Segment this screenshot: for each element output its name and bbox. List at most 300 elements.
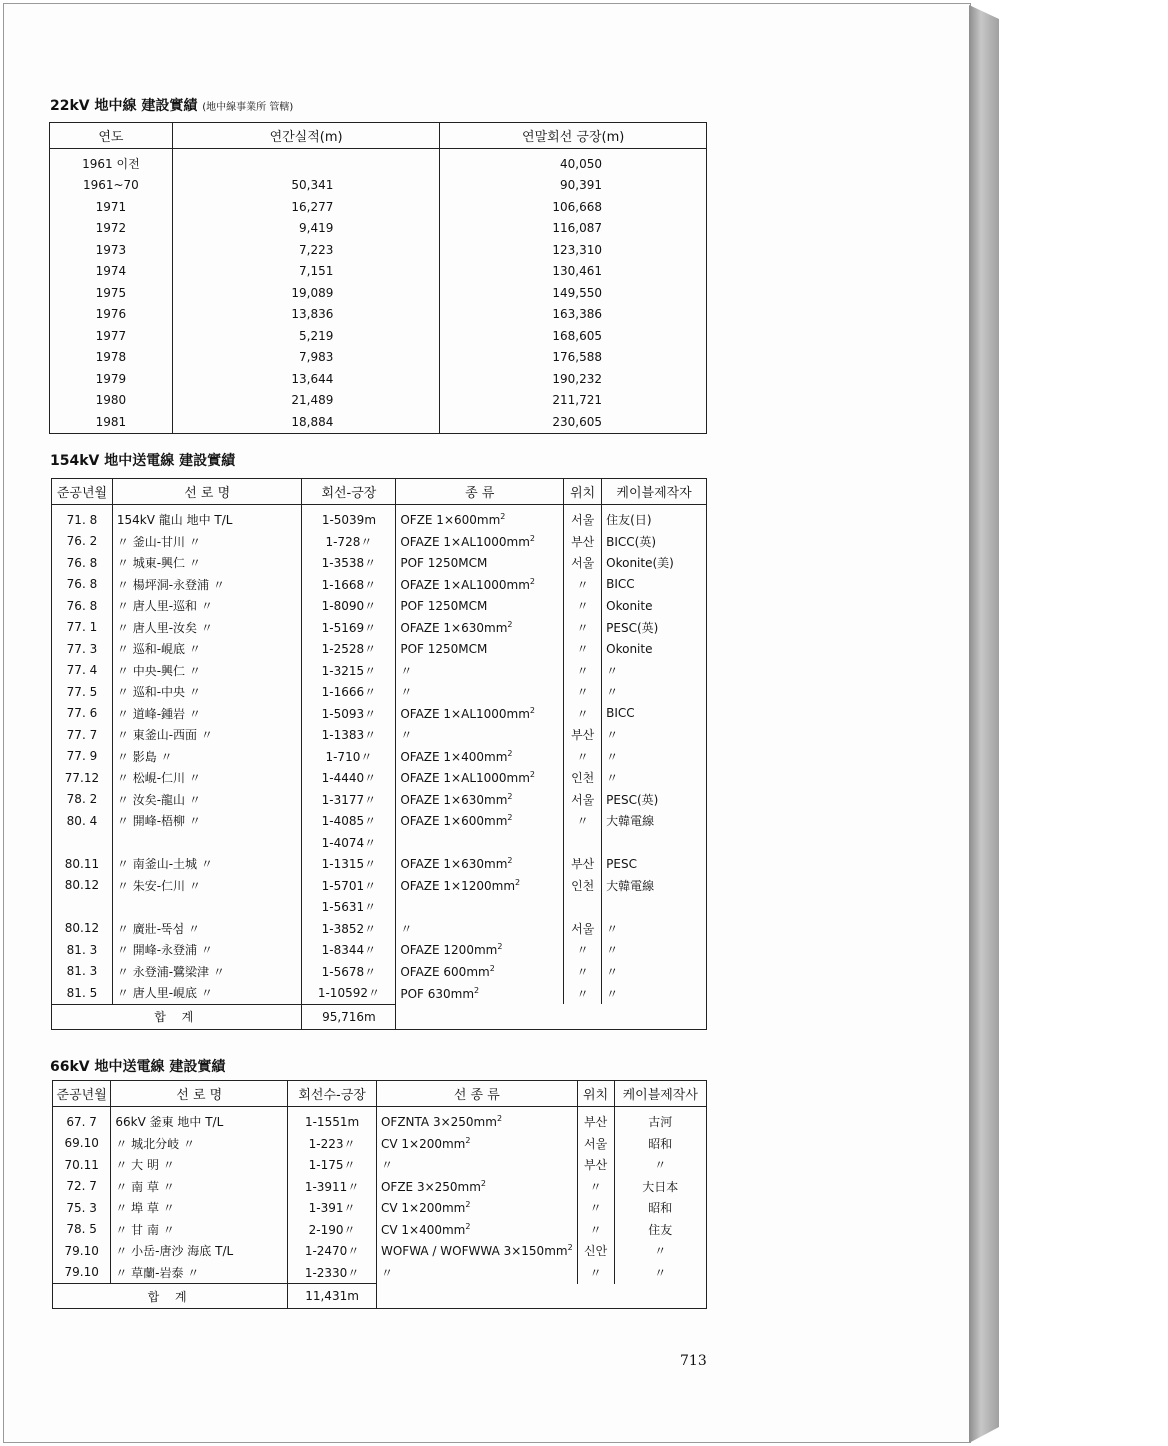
- t154-maker: Okonite(美): [602, 552, 707, 574]
- t154-maker: 〃: [602, 918, 707, 940]
- t154-location: 〃: [564, 961, 602, 983]
- t154-type: OFAZE $1\times 630mm^2$: [396, 617, 564, 639]
- t154-maker: 住友(日): [602, 505, 707, 531]
- t66-total-label: 합 계: [53, 1284, 288, 1309]
- t154-date: 80. 4: [52, 810, 113, 832]
- table-row: [53, 1107, 707, 1133]
- t66-type: CV $1\times 200mm^2$: [376, 1197, 577, 1219]
- t154-line-name: [112, 832, 302, 854]
- table-row: [52, 939, 707, 961]
- table-row: [50, 304, 707, 326]
- t154-date: 77.12: [52, 767, 113, 789]
- t154-location: 〃: [564, 681, 602, 703]
- t154-type: 〃: [396, 918, 564, 940]
- t22-cumulative: 123,310: [552, 242, 602, 257]
- t154-type: OFAZE $1\times AL1000mm^2$: [396, 767, 564, 789]
- t154-length: 1-1666〃: [302, 681, 396, 703]
- t66-header: 선 로 명: [111, 1081, 288, 1107]
- t22-annual: 7,223: [172, 239, 440, 261]
- t154-type: OFAZE $1\times AL1000mm^2$: [396, 703, 564, 725]
- t66-length: 1-391〃: [288, 1197, 377, 1219]
- t22-cumulative: 40,050: [560, 156, 602, 171]
- t154-line-name: 〃 開峰-永登浦 〃: [112, 939, 302, 961]
- t22-annual: 7,983: [172, 347, 440, 369]
- t154-header: 선 로 명: [112, 479, 302, 505]
- t154-total-label: 합 계: [52, 1004, 302, 1029]
- t66-type: WOFWA / WOFWWA $3\times 150mm^2$: [376, 1240, 577, 1262]
- t66-title: 66kV 地中送電線 建設實績: [50, 1059, 226, 1075]
- t66-date: 79.10: [53, 1262, 111, 1284]
- table-row: [52, 617, 707, 639]
- t66-type: CV $1\times 200mm^2$: [376, 1133, 577, 1155]
- t154-length: 1-3852〃: [302, 918, 396, 940]
- t66-type: OFZE $3\times 250mm^2$: [376, 1176, 577, 1198]
- t154-line-name: [112, 896, 302, 918]
- t154-location: 부산: [564, 853, 602, 875]
- t66-header: 회선수-긍장: [288, 1081, 377, 1107]
- t66-line-name: 〃 埠 草 〃: [111, 1197, 288, 1219]
- t154-type: 〃: [396, 681, 564, 703]
- t154-location: 〃: [564, 939, 602, 961]
- t154-location: 인천: [564, 767, 602, 789]
- t22-cumulative: 106,668: [552, 199, 602, 214]
- t154-header: 준공년월: [52, 479, 113, 505]
- t154-date: 80.12: [52, 918, 113, 940]
- t154-location: 부산: [564, 724, 602, 746]
- t154-type: OFAZE $1\times 630mm^2$: [396, 789, 564, 811]
- t154-maker: Okonite: [602, 638, 707, 660]
- table-row: [52, 505, 707, 531]
- empty-cell: [376, 1284, 706, 1309]
- t154-length: 1-3538〃: [302, 552, 396, 574]
- t22-cumulative: 163,386: [552, 307, 602, 322]
- t66-location: 〃: [577, 1197, 614, 1219]
- t154-length: 1-5169〃: [302, 617, 396, 639]
- t66-header: 준공년월: [53, 1081, 111, 1107]
- t154-type: OFAZE $1\times 400mm^2$: [396, 746, 564, 768]
- t154-length: 1-5701〃: [302, 875, 396, 897]
- table-row: [53, 1133, 707, 1155]
- table-row: [52, 703, 707, 725]
- table-row: [52, 660, 707, 682]
- table-row: [53, 1240, 707, 1262]
- t22-cumulative: 149,550: [552, 285, 602, 300]
- t154-location: 인천: [564, 875, 602, 897]
- t66-date: 70.11: [53, 1154, 111, 1176]
- t154-line-name: 〃 巡和-中央 〃: [112, 681, 302, 703]
- t154-date: 77. 7: [52, 724, 113, 746]
- t154-maker: [602, 832, 707, 854]
- t154-location: 서울: [564, 505, 602, 531]
- t154-maker: 〃: [602, 767, 707, 789]
- t154-type: OFAZE $1\times 1200mm^2$: [396, 875, 564, 897]
- t22-cumulative: 130,461: [552, 264, 602, 279]
- t154-date: 81. 5: [52, 982, 113, 1004]
- table-row: [52, 746, 707, 768]
- t154-length: 1-5039m: [302, 505, 396, 531]
- t66-length: 1-175〃: [288, 1154, 377, 1176]
- t154-location: 〃: [564, 595, 602, 617]
- t66-total-value: 11,431m: [288, 1284, 377, 1309]
- t154-location: 〃: [564, 703, 602, 725]
- t66-length: 1-2330〃: [288, 1262, 377, 1284]
- t154-line-name: 〃 巡和-峴底 〃: [112, 638, 302, 660]
- t66-type: CV $1\times 400mm^2$: [376, 1219, 577, 1241]
- t154-line-name: 〃 永登浦-鷺梁津 〃: [112, 961, 302, 983]
- t154-length: 1-710〃: [302, 746, 396, 768]
- t66-length: 1-3911〃: [288, 1176, 377, 1198]
- t22-year: 1981: [50, 411, 173, 433]
- t22-annual: 13,644: [172, 368, 440, 390]
- t66-line-name: 〃 南 草 〃: [111, 1176, 288, 1198]
- t154-length: 1-728〃: [302, 531, 396, 553]
- page-number: 713: [680, 1353, 707, 1369]
- t22-annual: 16,277: [172, 196, 440, 218]
- t66-type: 〃: [376, 1154, 577, 1176]
- t154-date: 71. 8: [52, 505, 113, 531]
- t154-maker: 〃: [602, 660, 707, 682]
- t154-date: [52, 832, 113, 854]
- t154-header: 종 류: [396, 479, 564, 505]
- table-row: [52, 853, 707, 875]
- t66-line-name: 〃 甘 南 〃: [111, 1219, 288, 1241]
- t154-length: 1-10592〃: [302, 982, 396, 1004]
- t154-type: OFAZE $1200mm^2$: [396, 939, 564, 961]
- t66-maker: 〃: [614, 1154, 706, 1176]
- table-row: [52, 832, 707, 854]
- t154-maker: PESC(英): [602, 617, 707, 639]
- t154-title: 154kV 地中送電線 建設實績: [50, 453, 236, 469]
- t22-annual: 9,419: [172, 218, 440, 240]
- t66-length: 2-190〃: [288, 1219, 377, 1241]
- t154-location: 부산: [564, 531, 602, 553]
- table-row: [50, 390, 707, 412]
- t154-type: [396, 896, 564, 918]
- table-row: [53, 1154, 707, 1176]
- table-row: [50, 196, 707, 218]
- t154-line-name: 〃 廣壯-뚝섬 〃: [112, 918, 302, 940]
- t154-length: 1-4440〃: [302, 767, 396, 789]
- t22-year: 1975: [50, 282, 173, 304]
- t154-location: 〃: [564, 810, 602, 832]
- t154-date: 76. 8: [52, 574, 113, 596]
- t154-maker: 〃: [602, 961, 707, 983]
- t22-cumulative: 230,605: [552, 414, 602, 429]
- t154-date: [52, 896, 113, 918]
- t22-annual: 18,884: [172, 411, 440, 433]
- t154-type: OFAZE $1\times AL1000mm^2$: [396, 531, 564, 553]
- t154-line-name: 〃 南釜山-土城 〃: [112, 853, 302, 875]
- table-row: [50, 261, 707, 283]
- t66-location: 부산: [577, 1154, 614, 1176]
- t22-year: 1979: [50, 368, 173, 390]
- t154-location: [564, 896, 602, 918]
- t154-type: POF $630mm^2$: [396, 982, 564, 1004]
- t66-maker: 古河: [614, 1107, 706, 1133]
- t22-header: 연도: [50, 123, 173, 149]
- t154-date: 77. 3: [52, 638, 113, 660]
- t154-length: 1-8344〃: [302, 939, 396, 961]
- t154-line-name: 〃 影島 〃: [112, 746, 302, 768]
- t66-length: 1-223〃: [288, 1133, 377, 1155]
- t66-type: OFZNTA $3\times 250mm^2$: [376, 1107, 577, 1133]
- t154-location: 서울: [564, 789, 602, 811]
- t22-year: 1972: [50, 218, 173, 240]
- t66-header: 케이블제작사: [614, 1081, 706, 1107]
- t154-date: 76. 8: [52, 552, 113, 574]
- t66-table: [52, 1080, 707, 1309]
- t154-header: 위치: [564, 479, 602, 505]
- t154-line-name: 〃 松峴-仁川 〃: [112, 767, 302, 789]
- t66-maker: 〃: [614, 1262, 706, 1284]
- t154-location: [564, 832, 602, 854]
- t22-year: 1977: [50, 325, 173, 347]
- t154-location: 〃: [564, 982, 602, 1004]
- t154-header: 회선-긍장: [302, 479, 396, 505]
- t154-type: 〃: [396, 660, 564, 682]
- t22-year: 1978: [50, 347, 173, 369]
- t154-length: 1-3177〃: [302, 789, 396, 811]
- t66-date: 67. 7: [53, 1107, 111, 1133]
- t154-maker: 大韓電線: [602, 875, 707, 897]
- t22-header: 연간실적(m): [172, 123, 440, 149]
- t66-maker: 昭和: [614, 1197, 706, 1219]
- t154-length: 1-1668〃: [302, 574, 396, 596]
- t154-maker: BICC: [602, 574, 707, 596]
- t154-line-name: 〃 唐人里-峴底 〃: [112, 982, 302, 1004]
- t66-date: 79.10: [53, 1240, 111, 1262]
- table-row: [50, 411, 707, 433]
- table-row: [53, 1176, 707, 1198]
- t154-line-name: 〃 汝矣-龍山 〃: [112, 789, 302, 811]
- t154-type: OFAZE $1\times 630mm^2$: [396, 853, 564, 875]
- t154-date: 77. 4: [52, 660, 113, 682]
- t22-annual: 5,219: [172, 325, 440, 347]
- t154-location: 서울: [564, 918, 602, 940]
- t66-date: 75. 3: [53, 1197, 111, 1219]
- t154-length: 1-4074〃: [302, 832, 396, 854]
- t154-type: OFAZE $1\times AL1000mm^2$: [396, 574, 564, 596]
- t154-date: 77. 9: [52, 746, 113, 768]
- t154-maker: 大韓電線: [602, 810, 707, 832]
- t154-length: 1-8090〃: [302, 595, 396, 617]
- t154-line-name: 〃 城東-興仁 〃: [112, 552, 302, 574]
- empty-cell: [396, 1004, 707, 1029]
- t154-length: 1-1315〃: [302, 853, 396, 875]
- table-row: [50, 218, 707, 240]
- t154-line-name: 〃 唐人里-巡和 〃: [112, 595, 302, 617]
- t154-date: 77. 6: [52, 703, 113, 725]
- total-row: [53, 1284, 707, 1309]
- t22-year: 1976: [50, 304, 173, 326]
- t154-line-name: 154kV 龍山 地中 T/L: [112, 505, 302, 531]
- t22-table: [49, 122, 707, 434]
- t66-location: 〃: [577, 1219, 614, 1241]
- t66-header: 선 종 류: [376, 1081, 577, 1107]
- t154-maker: BICC: [602, 703, 707, 725]
- t66-length: 1-2470〃: [288, 1240, 377, 1262]
- table-row: [52, 531, 707, 553]
- t154-date: 81. 3: [52, 939, 113, 961]
- t154-line-name: 〃 中央-興仁 〃: [112, 660, 302, 682]
- t154-total-value: 95,716m: [302, 1004, 396, 1029]
- t154-type: [396, 832, 564, 854]
- t154-date: 80.11: [52, 853, 113, 875]
- table-row: [52, 595, 707, 617]
- t22-year: 1973: [50, 239, 173, 261]
- t154-length: 1-2528〃: [302, 638, 396, 660]
- t154-date: 77. 1: [52, 617, 113, 639]
- t22-annual: 21,489: [172, 390, 440, 412]
- t66-maker: 住友: [614, 1219, 706, 1241]
- t22-year: 1961~70: [50, 175, 173, 197]
- t66-date: 72. 7: [53, 1176, 111, 1198]
- table-row: [50, 175, 707, 197]
- t66-location: 부산: [577, 1107, 614, 1133]
- t154-date: 81. 3: [52, 961, 113, 983]
- t154-location: 〃: [564, 617, 602, 639]
- table-row: [52, 896, 707, 918]
- t22-annual: 13,836: [172, 304, 440, 326]
- t66-location: 〃: [577, 1262, 614, 1284]
- table-row: [52, 681, 707, 703]
- t154-line-name: 〃 道峰-鍾岩 〃: [112, 703, 302, 725]
- t154-length: 1-4085〃: [302, 810, 396, 832]
- t154-table: [51, 478, 707, 1030]
- table-row: [52, 724, 707, 746]
- t154-maker: 〃: [602, 746, 707, 768]
- t22-cumulative: 116,087: [552, 221, 602, 236]
- t66-line-name: 〃 大 明 〃: [111, 1154, 288, 1176]
- t154-type: OFZE $1\times 600mm^2$: [396, 505, 564, 531]
- t154-maker: 〃: [602, 724, 707, 746]
- t154-type: POF 1250MCM: [396, 595, 564, 617]
- t154-line-name: 〃 唐人里-汝矣 〃: [112, 617, 302, 639]
- table-row: [50, 368, 707, 390]
- t154-maker: PESC: [602, 853, 707, 875]
- t154-date: 76. 8: [52, 595, 113, 617]
- table-row: [52, 918, 707, 940]
- t66-location: 신안: [577, 1240, 614, 1262]
- t66-date: 69.10: [53, 1133, 111, 1155]
- t154-type: POF 1250MCM: [396, 552, 564, 574]
- t154-maker: PESC(英): [602, 789, 707, 811]
- table-row: [52, 638, 707, 660]
- t66-line-name: 〃 小岳-唐沙 海底 T/L: [111, 1240, 288, 1262]
- t22-year: 1980: [50, 390, 173, 412]
- total-row: [52, 1004, 707, 1029]
- t66-line-name: 〃 草蘭-岩泰 〃: [111, 1262, 288, 1284]
- table-row: [52, 789, 707, 811]
- t66-type: 〃: [376, 1262, 577, 1284]
- t154-location: 〃: [564, 638, 602, 660]
- t154-date: 76. 2: [52, 531, 113, 553]
- table-row: [50, 239, 707, 261]
- t154-maker: Okonite: [602, 595, 707, 617]
- t22-cumulative: 168,605: [552, 328, 602, 343]
- table-row: [50, 347, 707, 369]
- table-row: [52, 767, 707, 789]
- t22-cumulative: 190,232: [552, 371, 602, 386]
- t66-maker: 大日本: [614, 1176, 706, 1198]
- table-row: [52, 552, 707, 574]
- t154-line-name: 〃 東釜山-西面 〃: [112, 724, 302, 746]
- t66-location: 서울: [577, 1133, 614, 1155]
- t22-annual: 7,151: [172, 261, 440, 283]
- t66-maker: 昭和: [614, 1133, 706, 1155]
- table-row: [53, 1197, 707, 1219]
- table-row: [50, 325, 707, 347]
- t154-location: 서울: [564, 552, 602, 574]
- t154-header: 케이블제작자: [602, 479, 707, 505]
- t154-length: 1-1383〃: [302, 724, 396, 746]
- t154-length: 1-5631〃: [302, 896, 396, 918]
- t66-location: 〃: [577, 1176, 614, 1198]
- t22-cumulative: 211,721: [552, 393, 602, 408]
- t22-year: 1961 이전: [50, 149, 173, 175]
- t154-maker: [602, 896, 707, 918]
- page-edge: [969, 5, 999, 1443]
- t154-location: 〃: [564, 660, 602, 682]
- t154-line-name: 〃 開峰-梧柳 〃: [112, 810, 302, 832]
- t22-cumulative: 176,588: [552, 350, 602, 365]
- t154-date: 80.12: [52, 875, 113, 897]
- t154-line-name: 〃 楊坪洞-永登浦 〃: [112, 574, 302, 596]
- t22-annual: 50,341: [172, 175, 440, 197]
- t154-line-name: 〃 釜山-甘川 〃: [112, 531, 302, 553]
- table-row: [52, 875, 707, 897]
- t154-date: 78. 2: [52, 789, 113, 811]
- table-row: [50, 282, 707, 304]
- table-row: [52, 810, 707, 832]
- t154-maker: BICC(英): [602, 531, 707, 553]
- t66-line-name: 66kV 釜東 地中 T/L: [111, 1107, 288, 1133]
- t66-maker: 〃: [614, 1240, 706, 1262]
- t154-type: 〃: [396, 724, 564, 746]
- table-row: [52, 574, 707, 596]
- t66-length: 1-1551m: [288, 1107, 377, 1133]
- t66-date: 78. 5: [53, 1219, 111, 1241]
- t154-location: 〃: [564, 746, 602, 768]
- table-row: [50, 149, 707, 175]
- t22-year: 1971: [50, 196, 173, 218]
- t22-year: 1974: [50, 261, 173, 283]
- t22-annual: [172, 149, 440, 175]
- t154-type: OFAZE $600mm^2$: [396, 961, 564, 983]
- t154-length: 1-5093〃: [302, 703, 396, 725]
- table-row: [53, 1219, 707, 1241]
- t22-header: 연말회선 긍장(m): [440, 123, 707, 149]
- t154-maker: 〃: [602, 939, 707, 961]
- table-row: [53, 1262, 707, 1284]
- table-row: [52, 982, 707, 1004]
- t154-maker: 〃: [602, 982, 707, 1004]
- t154-date: 77. 5: [52, 681, 113, 703]
- t154-length: 1-5678〃: [302, 961, 396, 983]
- t154-line-name: 〃 朱安-仁川 〃: [112, 875, 302, 897]
- t22-annual: 19,089: [172, 282, 440, 304]
- t154-type: POF 1250MCM: [396, 638, 564, 660]
- t66-line-name: 〃 城北分岐 〃: [111, 1133, 288, 1155]
- table-row: [52, 961, 707, 983]
- t154-maker: 〃: [602, 681, 707, 703]
- t154-location: 〃: [564, 574, 602, 596]
- t66-header: 위치: [577, 1081, 614, 1107]
- t22-cumulative: 90,391: [560, 178, 602, 193]
- t154-length: 1-3215〃: [302, 660, 396, 682]
- t154-type: OFAZE $1\times 600mm^2$: [396, 810, 564, 832]
- t22-title: 22kV 地中線 建設實績 (地中線事業所 管轄): [50, 98, 294, 114]
